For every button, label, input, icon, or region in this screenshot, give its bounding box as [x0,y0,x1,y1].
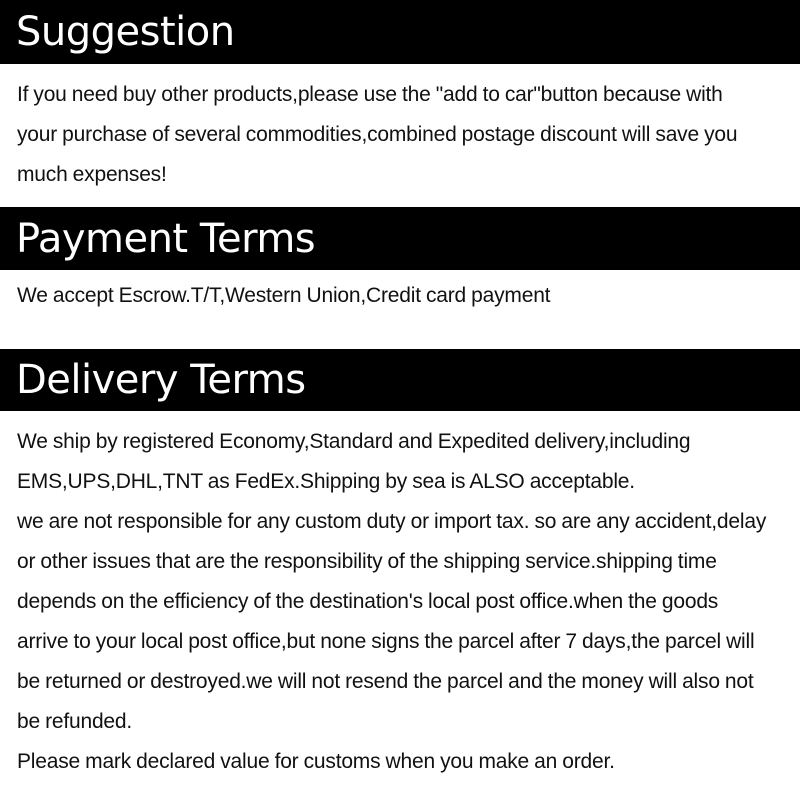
suggestion-line: much expenses! [17,163,167,186]
suggestion-line: your purchase of several commodities,combined postage discount will save you [17,123,738,146]
suggestion-line: If you need buy other products,please use the "add to car"button because with [17,83,723,106]
delivery-line: or other issues that are the responsibility of the shipping service.shipping time [17,550,717,573]
delivery-line: Please mark declared value for customs when you make an order. [17,750,615,773]
payment-line: We accept Escrow.T/T,Western Union,Credit card payment [17,284,551,307]
delivery-heading: Delivery Terms [16,357,306,403]
suggestion-heading-band [0,0,800,64]
payment-heading: Payment Terms [16,215,316,262]
delivery-line: arrive to your local post office,but none signs the parcel after 7 days,the parcel will [17,630,755,653]
delivery-line: we are not responsible for any custom duty or import tax. so are any accident,delay [17,510,767,533]
delivery-heading-band [0,349,800,411]
suggestion-heading: Suggestion [16,9,235,55]
suggestion-body [17,75,787,195]
delivery-line: EMS,UPS,DHL,TNT as FedEx.Shipping by sea is ALSO acceptable. [17,470,635,493]
delivery-line: We ship by registered Economy,Standard and Expedited delivery,including [17,430,691,453]
delivery-line: be refunded. [17,710,133,733]
delivery-line: be returned or destroyed.we will not resend the parcel and the money will also not [17,670,754,693]
delivery-line: depends on the efficiency of the destination's local post office.when the goods [17,590,719,613]
delivery-body [17,422,787,782]
payment-heading-band [0,207,800,270]
payment-body [17,276,787,316]
